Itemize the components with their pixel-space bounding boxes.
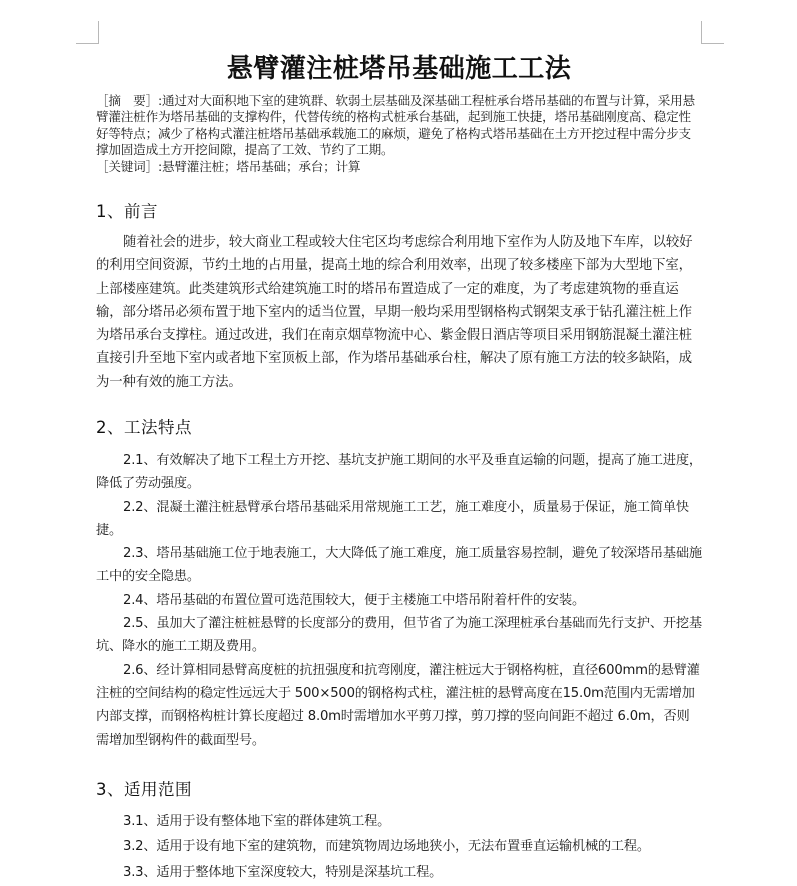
section-features-list [96, 449, 702, 752]
list-item: 2.1、有效解决了地下工程土方开挖、基坑支护施工期间的水平及垂直运输的问题，提高了施工进度，降低了劳动强度。 [96, 453, 702, 492]
section-intro-body [96, 231, 702, 394]
keywords-text: ［关键词］:悬臂灌注桩；塔吊基础；承台；计算 [96, 158, 361, 174]
list-item: 2.6、经计算相同悬臂高度桩的抗扭强度和抗弯刚度，灌注桩远大于钢格构桩，直径600mm的悬臂灌注桩的空间结构的稳定性远远大于 500×500的钢格构式柱，灌注桩的悬臂高度在15.0m范围内无需增加内部支撑，而钢格构桩计算长度超过 8.0m时需增加水平剪刀撑，剪刀撑的竖向间距不超过 6.0m，否则需增加型钢构件的截面型号。 [96, 662, 700, 748]
document-title: 悬臂灌注桩塔吊基础施工工法 [226, 54, 572, 84]
crop-mark-top-right [701, 21, 724, 44]
list-item: 3.2、适用于设有地下室的建筑物，而建筑物周边场地狭小，无法布置垂直运输机械的工程。 [123, 839, 650, 855]
abstract-text: ［摘 要］:通过对大面积地下室的建筑群、软弱土层基础及深基础工程桩承台塔吊基础的布置与计算，采用悬臂灌注桩作为塔吊基础的支撑构件，代替传统的格构式桩承台基础，起到施工快捷，塔吊基础刚度高、稳定性好等特点；减少了格构式灌注桩塔吊基础承载施工的麻烦，避免了格构式塔吊基础在土方开挖过程中需分步支撑加固造成土方开挖间隙，提高了工效、节约了工期。 [96, 93, 695, 158]
section-heading-features: 2、工法特点 [96, 418, 192, 437]
list-item: 3.3、适用于整体地下室深度较大，特别是深基坑工程。 [123, 864, 443, 880]
paragraph: 随着社会的进步，较大商业工程或较大住宅区均考虑综合利用地下室作为人防及地下车库，以较好的利用空间资源，节约土地的占用量，提高土地的综合利用效率，出现了较多楼座下部为大型地下室，上部楼座建筑。此类建筑形式给建筑施工时的塔吊布置造成了一定的难度，为了考虑建筑物的垂直运输，部分塔吊必须布置于地下室内的适当位置，早期一般均采用型钢格构式钢架支承于钻孔灌注桩上作为塔吊承台支撑柱。通过改进，我们在南京烟草物流中心、紫金假日酒店等项目采用钢筋混凝土灌注桩直接引升至地下室内或者地下室顶板上部，作为塔吊基础承台柱，解决了原有施工方法的较多缺陷，成为一种有效的施工方法。 [96, 235, 693, 390]
list-item: 3.1、适用于设有整体地下室的群体建筑工程。 [123, 814, 391, 829]
abstract-block [96, 93, 702, 175]
section-heading-scope: 3、适用范围 [96, 780, 192, 799]
list-item: 2.3、塔吊基础施工位于地表施工，大大降低了施工难度，施工质量容易控制，避免了较深塔吊基础施工中的安全隐患。 [96, 546, 702, 585]
list-item: 2.2、混凝土灌注桩悬臂承台塔吊基础采用常规施工工艺，施工难度小，质量易于保证，施工简单快捷。 [96, 499, 689, 538]
list-item: 2.5、虽加大了灌注桩桩悬臂的长度部分的费用，但节省了为施工深理桩承台基础而先行支护、开挖基坑、降水的施工工期及费用。 [96, 616, 702, 655]
crop-mark-top-left [76, 21, 99, 44]
list-item: 2.4、塔吊基础的布置位置可选范围较大，便于主楼施工中塔吊附着杆件的安装。 [123, 592, 585, 608]
section-scope-list [96, 810, 702, 886]
section-heading-intro: 1、前言 [96, 202, 158, 221]
